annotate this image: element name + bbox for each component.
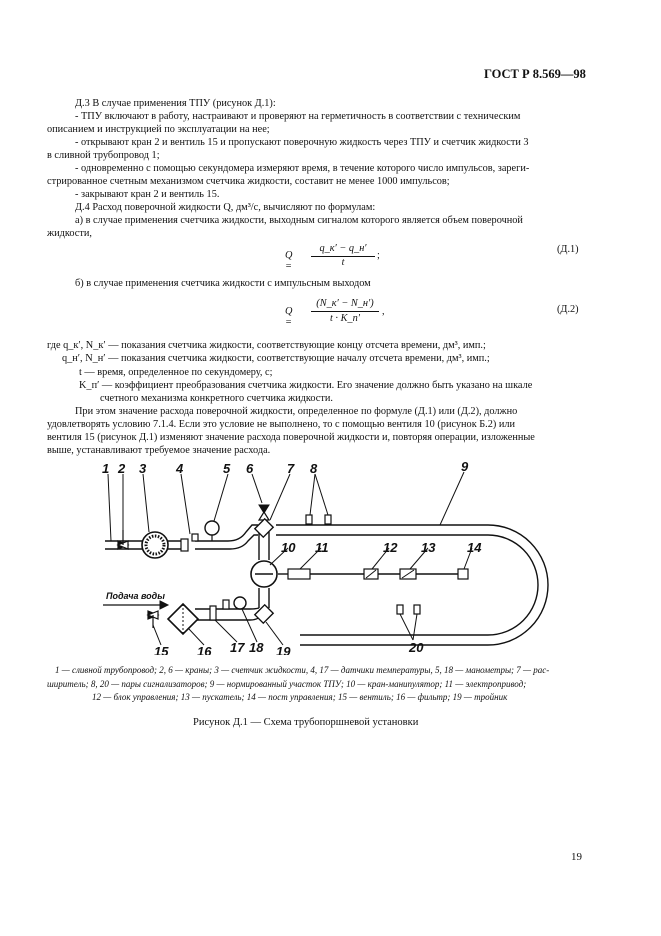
formula-end: ; <box>377 250 380 261</box>
diagram-label: 19 <box>276 644 291 655</box>
definition-line: где q_к′, N_к′ — показания счетчика жидкости, соответствующие концу отсчета времени, дм³, имп.; <box>47 340 486 351</box>
body-line: б) в случае применения счетчика жидкости с импульсным выходом <box>75 278 371 289</box>
formula-denominator: t · K_п′ <box>329 313 360 324</box>
body-line: - одновременно с помощью секундомера измеряют время, в течение которого число импульсов, зареги- <box>75 163 530 174</box>
body-line: вентиля 15 (рисунок Д.1) изменяют значение расхода поверочной жидкости и, повторяя операции, изложенные <box>47 432 535 443</box>
body-line: - ТПУ включают в работу, настраивают и проверяют на герметичность в соответствии с техническим <box>75 111 521 122</box>
body-line: удовлетворять условию 7.1.4. Если это условие не выполнено, то с помощью вентиля 10 (рисунок Б.2) или <box>47 419 516 430</box>
formula-numerator: (N_к′ − N_н′) <box>316 298 374 309</box>
body-line: выше, устанавливают требуемое значение расхода. <box>47 445 271 456</box>
flow-label: Подача воды <box>106 591 165 601</box>
definition-line: q_н′, N_н′ — показания счетчика жидкости, соответствующие началу отсчета времени, дм³, имп.; <box>62 353 490 364</box>
tpu-scheme-diagram <box>0 455 661 655</box>
body-line: стрированное счетным механизмом счетчика жидкости, составит не менее 1000 импульсов; <box>47 176 450 187</box>
formula-lhs: Q = <box>285 306 293 328</box>
body-line: - открывают кран 2 и вентиль 15 и пропускают поверочную жидкость через ТПУ и счетчик жидкости 3 <box>75 137 529 148</box>
body-line: а) в случае применения счетчика жидкости, выходным сигналом которого является объем поверочной <box>75 215 523 226</box>
body-line: жидкости, <box>47 228 92 239</box>
diagram-label: 9 <box>461 459 469 474</box>
diagram-label: 3 <box>139 461 147 476</box>
diagram-label: 16 <box>197 644 212 655</box>
definition-line: t — время, определенное по секундомеру, с; <box>79 367 273 378</box>
body-line: описанием и инструкцией по эксплуатации на нее; <box>47 124 270 135</box>
diagram-label: 5 <box>223 461 231 476</box>
body-line: - закрывают кран 2 и вентиль 15. <box>75 189 220 200</box>
diagram-label: 1 <box>102 461 110 476</box>
definition-line: счетного механизма конкретного счетчика жидкости. <box>100 393 333 404</box>
document-header: ГОСТ Р 8.569—98 <box>484 67 586 81</box>
diagram-label: 8 <box>310 461 318 476</box>
formula-numerator: q_к′ − q_н′ <box>319 243 367 254</box>
figure-title: Рисунок Д.1 — Схема трубопоршневой установки <box>193 717 419 728</box>
definition-line: K_п′ — коэффициент преобразования счетчика жидкости. Его значение должно быть указано на шкале <box>79 380 533 391</box>
formula-lhs: Q = <box>285 250 293 272</box>
figure-legend-line: 1 — сливной трубопровод; 2, 6 — краны; 3 — счетчик жидкости, 4, 17 — датчики температуры, 5, 18 — манометры; 7 — рас- <box>55 665 550 675</box>
diagram-label: 14 <box>467 540 482 555</box>
diagram-label: 4 <box>176 461 184 476</box>
diagram-label: 6 <box>246 461 254 476</box>
section-d3-heading: Д.3 В случае применения ТПУ (рисунок Д.1): <box>75 98 276 109</box>
body-line: При этом значение расхода поверочной жидкости, определенное по формуле (Д.1) или (Д.2), должно <box>75 406 518 417</box>
diagram-label: 7 <box>287 461 295 476</box>
diagram-label: 18 <box>249 640 264 655</box>
formula-d2-number: (Д.2) <box>557 304 579 315</box>
diagram-label: 20 <box>409 640 424 655</box>
section-d4-heading: Д.4 Расход поверочной жидкости Q, дм³/с, вычисляют по формулам: <box>75 202 376 213</box>
diagram-label: 11 <box>315 540 329 555</box>
diagram-label: 2 <box>118 461 126 476</box>
formula-end: , <box>382 306 385 317</box>
diagram-label: 13 <box>421 540 436 555</box>
diagram-label: 12 <box>383 540 398 555</box>
diagram-label: 15 <box>154 644 169 655</box>
body-line: в сливной трубопровод 1; <box>47 150 160 161</box>
page-number: 19 <box>571 851 582 863</box>
formula-denominator: t <box>341 257 345 268</box>
figure-legend-line: 12 — блок управления; 13 — пускатель; 14 — пост управления; 15 — вентиль; 16 — фильтр; 19 — тройник <box>92 692 508 702</box>
diagram-label: 17 <box>230 640 245 655</box>
diagram-label: 10 <box>281 540 296 555</box>
formula-d1-number: (Д.1) <box>557 244 579 255</box>
figure-legend-line: ширитель; 8, 20 — пары сигнализаторов; 9 — нормированный участок ТПУ; 10 — кран-манипулятор; 11 — электропривод; <box>47 679 527 689</box>
